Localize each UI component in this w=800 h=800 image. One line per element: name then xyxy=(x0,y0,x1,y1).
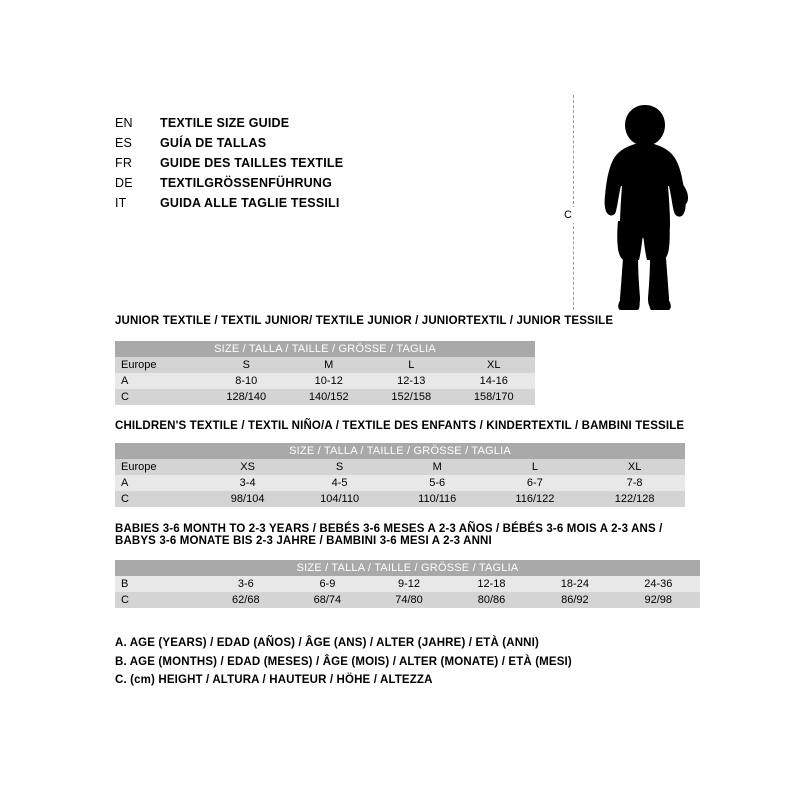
height-marker-label: C xyxy=(561,207,575,223)
cell: 68/74 xyxy=(287,592,369,608)
cell: 8-10 xyxy=(205,373,288,389)
cell: 4-5 xyxy=(290,475,389,491)
language-row xyxy=(115,173,435,193)
cell: 116/122 xyxy=(486,491,585,507)
cell: 24-36 xyxy=(617,576,700,592)
cell: 128/140 xyxy=(205,389,288,405)
footnote-b: B. AGE (MONTHS) / EDAD (MESES) / ÂGE (MOIS) / ALTER (MONATE) / ETÀ (MESI) xyxy=(115,655,572,668)
guide-title: TEXTILE SIZE GUIDE xyxy=(160,116,290,130)
cell: 152/158 xyxy=(370,389,453,405)
column-label: L xyxy=(370,357,453,373)
column-label: M xyxy=(288,357,371,373)
table-row xyxy=(115,389,535,405)
guide-title: GUIDE DES TAILLES TEXTILE xyxy=(160,156,344,170)
language-row xyxy=(115,133,435,153)
guide-title: GUÍA DE TALLAS xyxy=(160,136,267,150)
column-label: XL xyxy=(584,459,685,475)
section-caption-line2: BABYS 3-6 MONATE BIS 2-3 JAHRE / BAMBINI 3-6 MESI A 2-3 ANNI xyxy=(115,535,492,547)
cell: 6-7 xyxy=(486,475,585,491)
cell: 12-18 xyxy=(450,576,533,592)
table-row xyxy=(115,576,700,592)
table-row xyxy=(115,592,700,608)
cell: 9-12 xyxy=(368,576,450,592)
column-label: Europe xyxy=(115,357,205,373)
language-code: DE xyxy=(115,176,133,190)
height-dash-line xyxy=(573,95,574,310)
table-row xyxy=(115,475,685,491)
column-label: Europe xyxy=(115,459,205,475)
language-code: ES xyxy=(115,136,133,150)
cell: 5-6 xyxy=(389,475,486,491)
footnote-a: A. AGE (YEARS) / EDAD (AÑOS) / ÂGE (ANS) / ALTER (JAHRE) / ETÀ (ANNI) xyxy=(115,637,539,649)
language-row xyxy=(115,113,435,133)
guide-title: GUIDA ALLE TAGLIE TESSILI xyxy=(160,196,340,210)
cell: 104/110 xyxy=(290,491,389,507)
column-label: M xyxy=(389,459,486,475)
section-caption-line1: BABIES 3-6 MONTH TO 2-3 YEARS / BEBÉS 3-6 MESES A 2-3 AÑOS / BÉBÉS 3-6 MOIS A 2-3 ANS / xyxy=(115,523,663,535)
language-row xyxy=(115,193,435,213)
cell: 158/170 xyxy=(453,389,536,405)
table-header-row xyxy=(115,443,685,459)
cell: 122/128 xyxy=(584,491,685,507)
section-caption-babies xyxy=(115,523,663,547)
column-label: S xyxy=(205,357,288,373)
row-label: A xyxy=(115,373,205,389)
cell: 110/116 xyxy=(389,491,486,507)
cell: 7-8 xyxy=(584,475,685,491)
section-caption-children: CHILDREN'S TEXTILE / TEXTIL NIÑO/A / TEXTILE DES ENFANTS / KINDERTEXTIL / BAMBINI TESSILE xyxy=(115,420,685,432)
cell: 98/104 xyxy=(205,491,290,507)
table-header-label: SIZE / TALLA / TAILLE / GRÖSSE / TAGLIA xyxy=(115,443,685,459)
language-row xyxy=(115,153,435,173)
table-header-label: SIZE / TALLA / TAILLE / GRÖSSE / TAGLIA xyxy=(115,560,700,576)
cell: 140/152 xyxy=(288,389,371,405)
section-caption-junior: JUNIOR TEXTILE / TEXTIL JUNIOR/ TEXTILE JUNIOR / JUNIORTEXTIL / JUNIOR TESSILE xyxy=(115,315,614,327)
cell: 12-13 xyxy=(370,373,453,389)
row-label: C xyxy=(115,389,205,405)
cell: 18-24 xyxy=(533,576,616,592)
junior-size-table xyxy=(115,341,535,405)
table-header-row xyxy=(115,560,700,576)
column-label: XS xyxy=(205,459,290,475)
row-label: C xyxy=(115,491,205,507)
column-label: XL xyxy=(453,357,536,373)
cell: 10-12 xyxy=(288,373,371,389)
babies-size-table xyxy=(115,560,700,608)
table-row xyxy=(115,373,535,389)
language-code: IT xyxy=(115,196,127,210)
language-title-list xyxy=(115,113,435,213)
cell: 80/86 xyxy=(450,592,533,608)
cell: 14-16 xyxy=(453,373,536,389)
cell: 92/98 xyxy=(617,592,700,608)
row-label: B xyxy=(115,576,205,592)
guide-title: TEXTILGRÖSSENFÜHRUNG xyxy=(160,176,333,190)
footnote-c: C. (cm) HEIGHT / ALTURA / HAUTEUR / HÖHE / ALTEZZA xyxy=(115,674,433,686)
table-row-columns xyxy=(115,357,535,373)
cell: 6-9 xyxy=(287,576,369,592)
footnotes xyxy=(115,634,572,690)
cell: 3-6 xyxy=(205,576,287,592)
row-label: A xyxy=(115,475,205,491)
table-row xyxy=(115,491,685,507)
language-code: FR xyxy=(115,156,133,170)
table-header-label: SIZE / TALLA / TAILLE / GRÖSSE / TAGLIA xyxy=(115,341,535,357)
table-row-columns xyxy=(115,459,685,475)
language-code: EN xyxy=(115,116,133,130)
child-silhouette-icon xyxy=(588,103,708,318)
cell: 3-4 xyxy=(205,475,290,491)
table-header-row xyxy=(115,341,535,357)
column-label: S xyxy=(290,459,389,475)
row-label: C xyxy=(115,592,205,608)
figure-area xyxy=(540,95,740,325)
children-size-table xyxy=(115,443,685,507)
cell: 86/92 xyxy=(533,592,616,608)
cell: 74/80 xyxy=(368,592,450,608)
column-label: L xyxy=(486,459,585,475)
cell: 62/68 xyxy=(205,592,287,608)
